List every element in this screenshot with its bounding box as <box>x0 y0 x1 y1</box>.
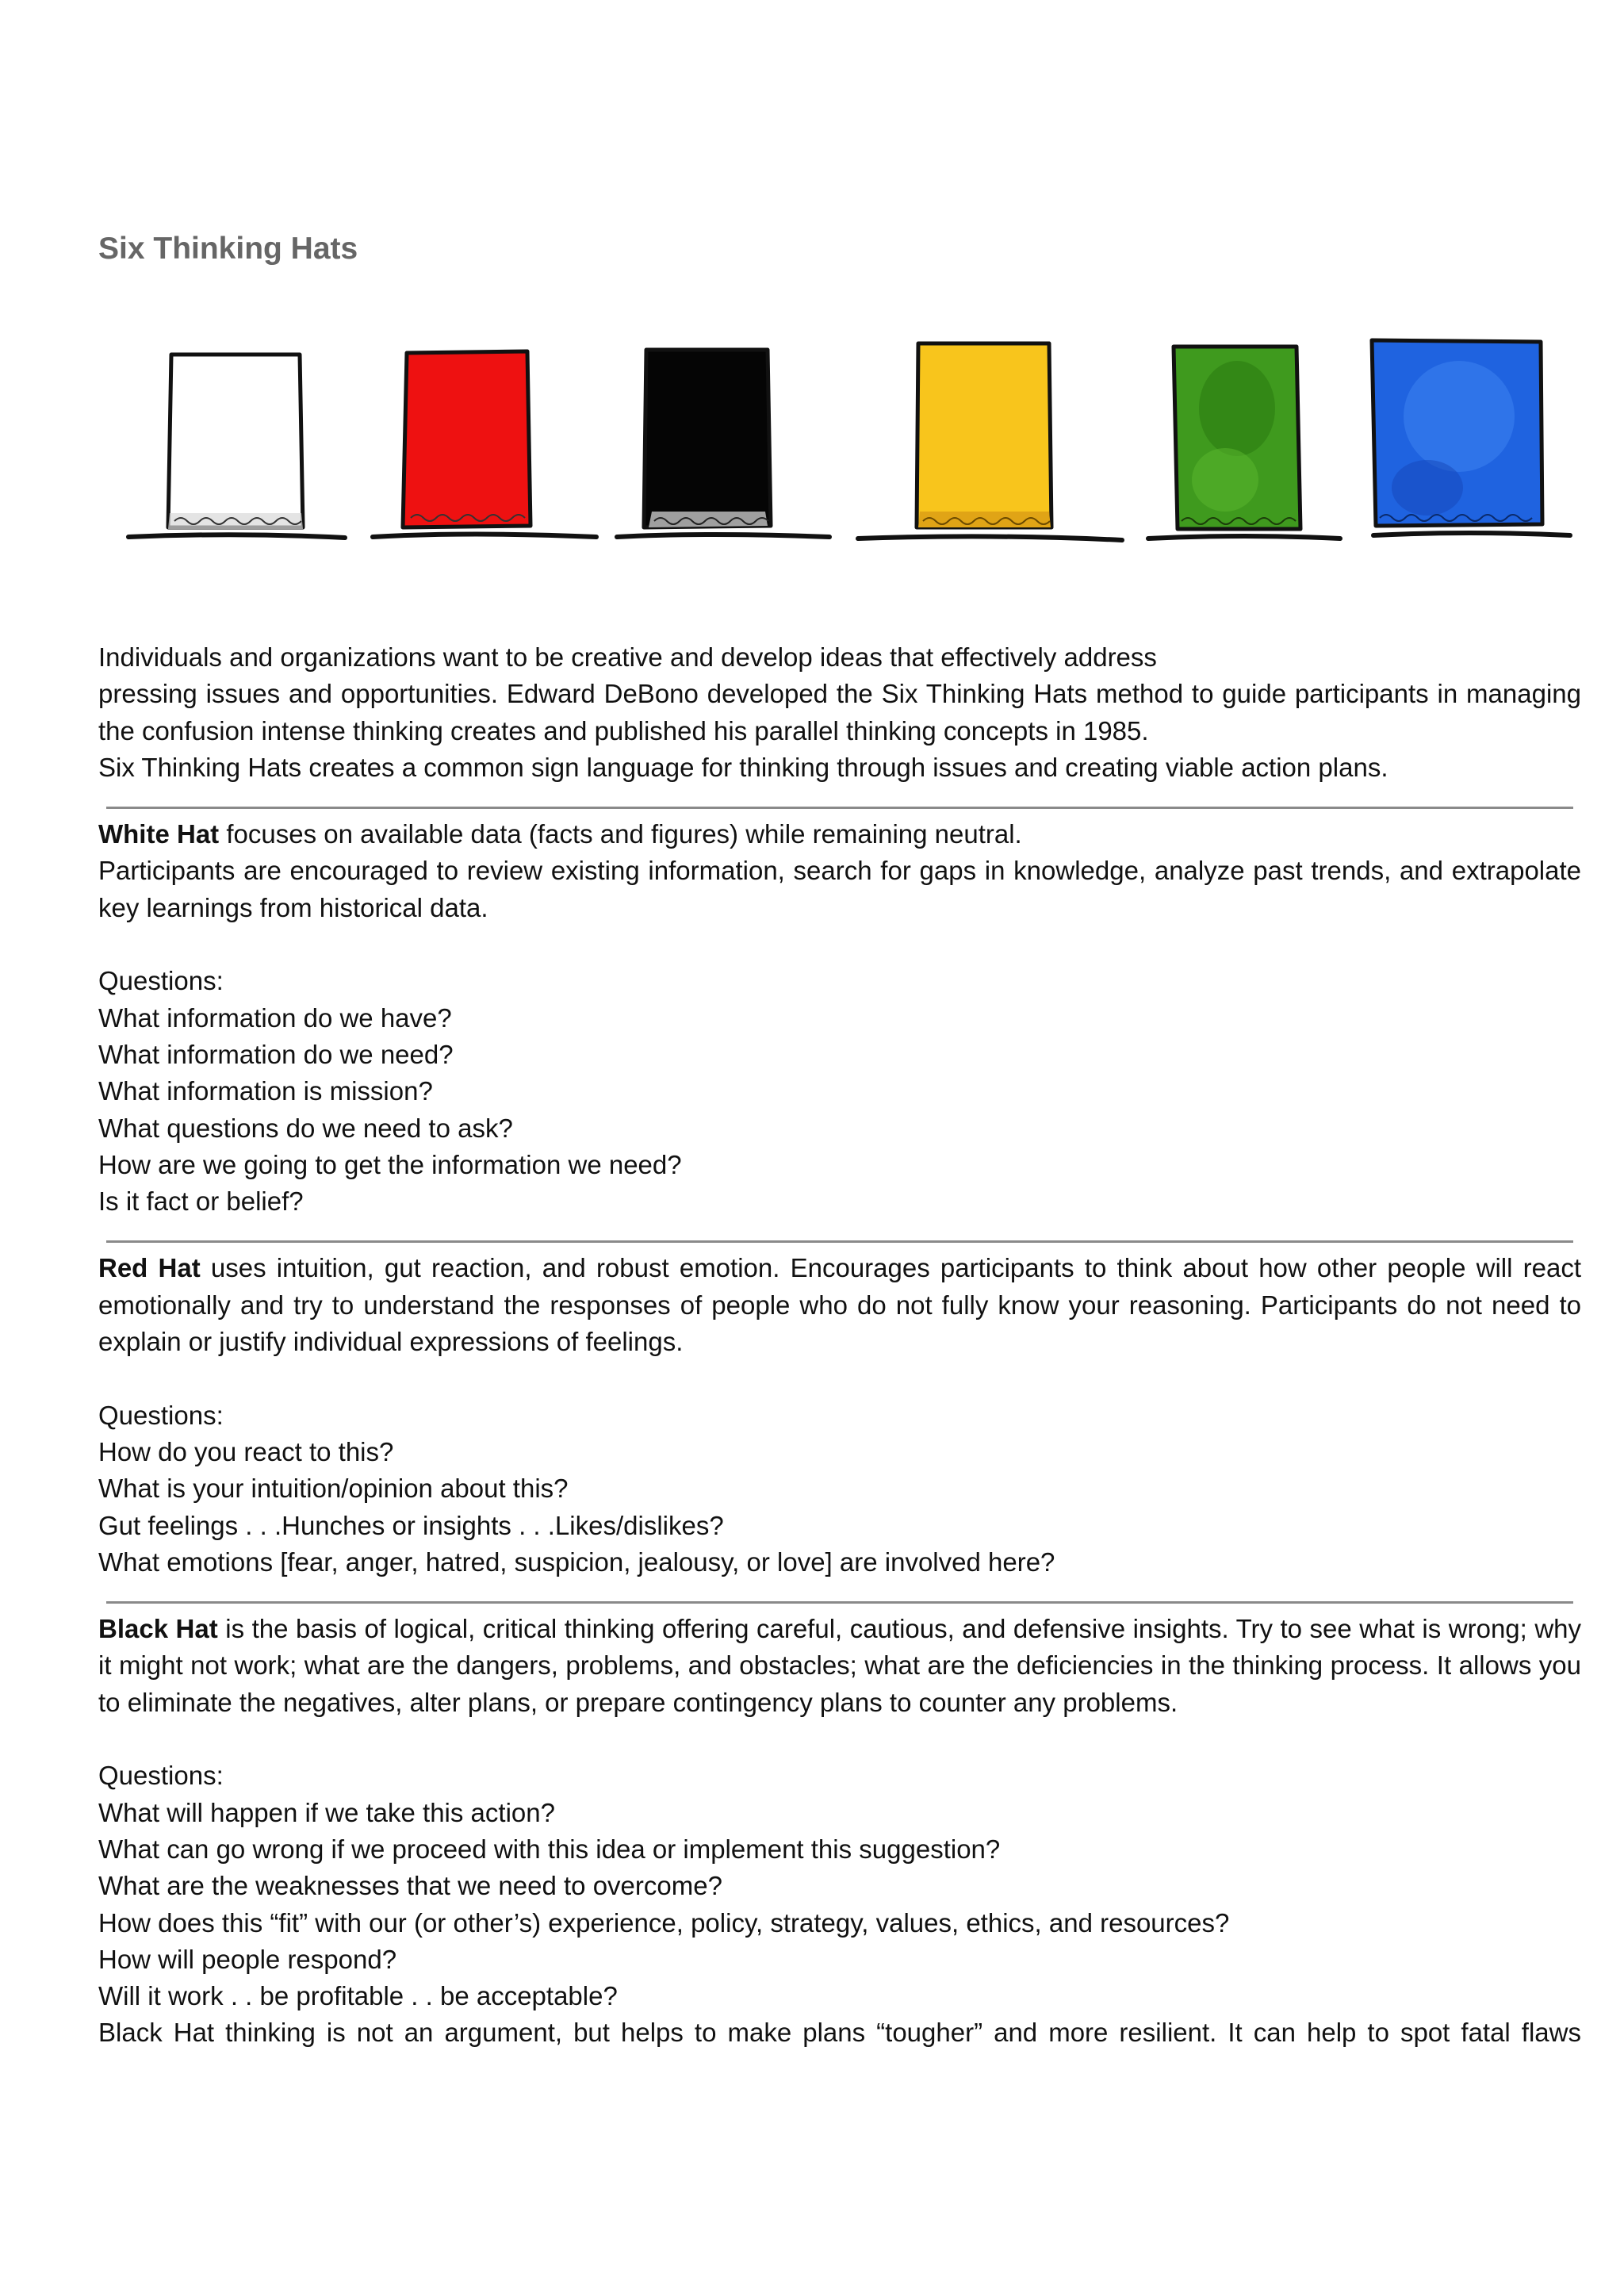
questions-label: Questions: <box>98 1761 224 1791</box>
hats-illustration <box>119 313 1582 567</box>
section-divider <box>106 1601 1573 1604</box>
question-item: What can go wrong if we proceed with this idea or implement this suggestion? <box>98 1834 1001 1864</box>
black-hat-closing: Black Hat thinking is not an argument, but helps to make plans “tougher” and more resilient. It can help to spot fatal flaws <box>98 2018 1581 2048</box>
question-item: What questions do we need to ask? <box>98 1113 513 1143</box>
red-hat-section <box>98 1250 1581 1581</box>
questions-label: Questions: <box>98 966 224 996</box>
red-hat-heading: Red Hat <box>98 1253 201 1283</box>
questions-label: Questions: <box>98 1400 224 1430</box>
question-item: What are the weaknesses that we need to overcome? <box>98 1871 722 1901</box>
document-body <box>98 639 1581 2052</box>
white-hat-icon <box>128 355 345 538</box>
question-item: Will it work . . be profitable . . be acceptable? <box>98 1981 618 2011</box>
white-hat-body: Participants are encouraged to review existing information, search for gaps in knowledge, analyze past trends, and extrapolate key learnings from historical data. <box>98 856 1581 922</box>
page-title: Six Thinking Hats <box>98 232 358 266</box>
question-item: What emotions [fear, anger, hatred, suspicion, jealousy, or love] are involved here? <box>98 1547 1055 1577</box>
question-item: How does this “fit” with our (or other’s) experience, policy, strategy, values, ethics, and resources? <box>98 1907 1230 1938</box>
black-hat-body-text: is the basis of logical, critical thinking offering careful, cautious, and defensive insights. Try to see what is wrong; why it might not work; what are the dangers, problems, and obstacles; what are the deficiencies in the thinking process. It allows you to eliminate the negatives, alter plans, or prepare contingency plans to counter any problems. <box>98 1614 1582 1717</box>
yellow-hat-icon <box>858 343 1122 540</box>
question-item: Gut feelings . . .Hunches or insights . . .Likes/dislikes? <box>98 1510 724 1540</box>
black-hat-body <box>98 1611 1581 1721</box>
spacer <box>98 1721 1581 1757</box>
question-item: How do you react to this? <box>98 1436 394 1466</box>
blue-hat-icon <box>1372 340 1570 535</box>
black-hat-section <box>98 1611 1581 2052</box>
question-item: What will happen if we take this action? <box>98 1797 555 1827</box>
black-hat-icon <box>617 350 829 537</box>
spacer <box>98 926 1581 963</box>
question-item: What information do we have? <box>98 1002 452 1033</box>
intro-line-1: Individuals and organizations want to be creative and develop ideas that effectively address <box>98 642 1157 672</box>
question-item: Is it fact or belief? <box>98 1186 304 1217</box>
section-divider <box>106 807 1573 809</box>
question-item: How will people respond? <box>98 1944 397 1974</box>
intro-section <box>98 639 1581 786</box>
question-item: What is your intuition/opinion about this? <box>98 1474 569 1504</box>
white-hat-lead <box>98 816 1581 853</box>
red-hat-body <box>98 1250 1581 1360</box>
question-item: What information is mission? <box>98 1076 433 1106</box>
spacer <box>98 1360 1581 1397</box>
white-hat-section <box>98 816 1581 1220</box>
white-hat-lead-text: focuses on available data (facts and figures) while remaining neutral. <box>219 819 1022 849</box>
intro-paragraph: pressing issues and opportunities. Edward DeBono developed the Six Thinking Hats method to guide participants in managing the confusion intense thinking creates and published his parallel thinking concepts in 1985. <box>98 679 1581 746</box>
green-hat-icon <box>1148 347 1340 539</box>
red-hat-body-text: uses intuition, gut reaction, and robust emotion. Encourages participants to think about how other people will react emotionally and try to understand the responses of people who do not fully know your reasoning. Participants do not need to explain or justify individual expressions of feelings. <box>98 1253 1581 1357</box>
intro-line-3: Six Thinking Hats creates a common sign language for thinking through issues and creating viable action plans. <box>98 752 1388 782</box>
question-item: How are we going to get the information we need? <box>98 1149 682 1179</box>
black-hat-heading: Black Hat <box>98 1614 218 1644</box>
section-divider <box>106 1240 1573 1243</box>
red-hat-icon <box>373 351 596 537</box>
question-item: What information do we need? <box>98 1039 454 1069</box>
white-hat-heading: White Hat <box>98 819 220 849</box>
